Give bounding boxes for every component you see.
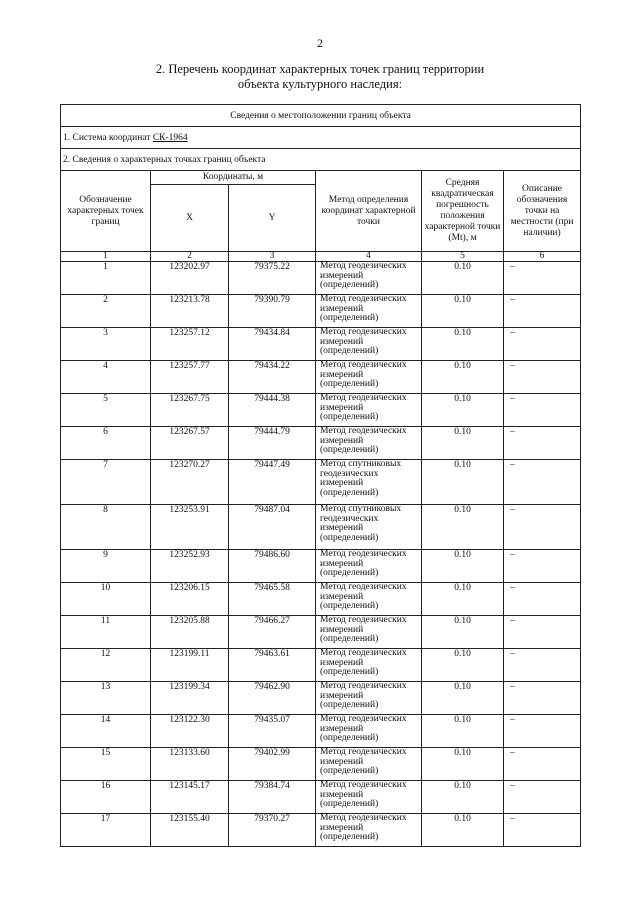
table-row bbox=[61, 715, 581, 748]
coord-system-name: СК-1964 bbox=[152, 132, 188, 143]
table-row bbox=[61, 616, 581, 649]
method: Метод геодезических измерений (определений) bbox=[316, 583, 422, 616]
section-points-heading: 2. Сведения о характерных точках границ объекта bbox=[61, 149, 581, 171]
table-row bbox=[61, 394, 581, 427]
coord-y: 79390.79 bbox=[229, 295, 316, 328]
coord-system-row bbox=[61, 127, 581, 149]
point-description: – bbox=[504, 328, 581, 361]
coord-x: 123199.34 bbox=[151, 682, 229, 715]
table-row bbox=[61, 649, 581, 682]
point-number: 4 bbox=[61, 361, 151, 394]
method: Метод геодезических измерений (определений) bbox=[316, 715, 422, 748]
table-row bbox=[61, 427, 581, 460]
point-number: 10 bbox=[61, 583, 151, 616]
mean-error: 0.10 bbox=[422, 460, 504, 505]
point-number: 2 bbox=[61, 295, 151, 328]
point-number: 17 bbox=[61, 814, 151, 847]
table-row bbox=[61, 328, 581, 361]
table-row bbox=[61, 262, 581, 295]
method: Метод геодезических измерений (определений) bbox=[316, 295, 422, 328]
point-description: – bbox=[504, 505, 581, 550]
table-caption: Сведения о местоположении границ объекта bbox=[61, 105, 581, 127]
coord-x: 123199.11 bbox=[151, 649, 229, 682]
coord-x: 123122.30 bbox=[151, 715, 229, 748]
column-number: 1 bbox=[61, 252, 151, 262]
point-number: 15 bbox=[61, 748, 151, 781]
table-row bbox=[61, 460, 581, 505]
point-number: 12 bbox=[61, 649, 151, 682]
method: Метод геодезических измерений (определений) bbox=[316, 781, 422, 814]
point-number: 3 bbox=[61, 328, 151, 361]
point-description: – bbox=[504, 361, 581, 394]
column-number: 3 bbox=[229, 252, 316, 262]
method: Метод геодезических измерений (определений) bbox=[316, 394, 422, 427]
point-number: 11 bbox=[61, 616, 151, 649]
mean-error: 0.10 bbox=[422, 394, 504, 427]
point-number: 5 bbox=[61, 394, 151, 427]
point-number: 1 bbox=[61, 262, 151, 295]
column-number: 2 bbox=[151, 252, 229, 262]
mean-error: 0.10 bbox=[422, 748, 504, 781]
document-title bbox=[60, 62, 580, 92]
coord-y: 79447.49 bbox=[229, 460, 316, 505]
coord-x: 123145.17 bbox=[151, 781, 229, 814]
column-number: 4 bbox=[316, 252, 422, 262]
point-number: 13 bbox=[61, 682, 151, 715]
method: Метод геодезических измерений (определений) bbox=[316, 262, 422, 295]
mean-error: 0.10 bbox=[422, 505, 504, 550]
mean-error: 0.10 bbox=[422, 781, 504, 814]
mean-error: 0.10 bbox=[422, 361, 504, 394]
mean-error: 0.10 bbox=[422, 814, 504, 847]
header-coordinates: Координаты, м bbox=[151, 171, 316, 185]
mean-error: 0.10 bbox=[422, 715, 504, 748]
method: Метод спутниковых геодезических измерений (определений) bbox=[316, 460, 422, 505]
table-row bbox=[61, 295, 581, 328]
point-number: 16 bbox=[61, 781, 151, 814]
page-number: 2 bbox=[317, 36, 323, 50]
header-method: Метод определения координат характерной точки bbox=[316, 171, 422, 252]
point-number: 8 bbox=[61, 505, 151, 550]
coord-y: 79465.58 bbox=[229, 583, 316, 616]
table-row bbox=[61, 583, 581, 616]
method: Метод геодезических измерений (определений) bbox=[316, 682, 422, 715]
coord-x: 123155.40 bbox=[151, 814, 229, 847]
method: Метод геодезических измерений (определений) bbox=[316, 649, 422, 682]
point-number: 7 bbox=[61, 460, 151, 505]
column-number: 6 bbox=[504, 252, 581, 262]
mean-error: 0.10 bbox=[422, 295, 504, 328]
column-number-row bbox=[61, 252, 581, 262]
point-description: – bbox=[504, 427, 581, 460]
coord-system-label: 1. Система координат bbox=[63, 132, 153, 143]
coord-x: 123267.57 bbox=[151, 427, 229, 460]
mean-error: 0.10 bbox=[422, 649, 504, 682]
header-description: Описание обозначения точки на местности (при наличии) bbox=[504, 171, 581, 252]
coord-x: 123133.60 bbox=[151, 748, 229, 781]
method: Метод геодезических измерений (определений) bbox=[316, 328, 422, 361]
column-number: 5 bbox=[422, 252, 504, 262]
mean-error: 0.10 bbox=[422, 550, 504, 583]
coord-y: 79444.38 bbox=[229, 394, 316, 427]
title-line-1: 2. Перечень координат характерных точек границ территории bbox=[155, 62, 485, 76]
mean-error: 0.10 bbox=[422, 682, 504, 715]
point-description: – bbox=[504, 295, 581, 328]
coord-x: 123202.97 bbox=[151, 262, 229, 295]
coord-y: 79486.60 bbox=[229, 550, 316, 583]
point-description: – bbox=[504, 814, 581, 847]
point-number: 14 bbox=[61, 715, 151, 748]
header-x: X bbox=[151, 185, 229, 252]
header-error: Средняя квадратическая погрешность положения характерной точки (Мt), м bbox=[422, 171, 504, 252]
point-description: – bbox=[504, 550, 581, 583]
coord-x: 123213.78 bbox=[151, 295, 229, 328]
mean-error: 0.10 bbox=[422, 262, 504, 295]
table-row bbox=[61, 682, 581, 715]
table-row bbox=[61, 361, 581, 394]
mean-error: 0.10 bbox=[422, 583, 504, 616]
coord-y: 79384.74 bbox=[229, 781, 316, 814]
coord-x: 123257.77 bbox=[151, 361, 229, 394]
point-number: 9 bbox=[61, 550, 151, 583]
point-description: – bbox=[504, 649, 581, 682]
table-row bbox=[61, 748, 581, 781]
coord-y: 79370.27 bbox=[229, 814, 316, 847]
coord-y: 79487.04 bbox=[229, 505, 316, 550]
coord-x: 123205.88 bbox=[151, 616, 229, 649]
table-row bbox=[61, 550, 581, 583]
point-description: – bbox=[504, 616, 581, 649]
coord-x: 123253.91 bbox=[151, 505, 229, 550]
point-description: – bbox=[504, 460, 581, 505]
method: Метод геодезических измерений (определений) bbox=[316, 748, 422, 781]
point-description: – bbox=[504, 748, 581, 781]
method: Метод геодезических измерений (определений) bbox=[316, 616, 422, 649]
mean-error: 0.10 bbox=[422, 328, 504, 361]
point-description: – bbox=[504, 682, 581, 715]
coord-y: 79435.07 bbox=[229, 715, 316, 748]
point-description: – bbox=[504, 781, 581, 814]
method: Метод геодезических измерений (определений) bbox=[316, 814, 422, 847]
coord-x: 123252.93 bbox=[151, 550, 229, 583]
coord-y: 79434.22 bbox=[229, 361, 316, 394]
coord-y: 79444.79 bbox=[229, 427, 316, 460]
coord-y: 79466.27 bbox=[229, 616, 316, 649]
mean-error: 0.10 bbox=[422, 427, 504, 460]
point-description: – bbox=[504, 394, 581, 427]
table-row bbox=[61, 781, 581, 814]
header-y: Y bbox=[229, 185, 316, 252]
coord-x: 123206.15 bbox=[151, 583, 229, 616]
coord-y: 79375.22 bbox=[229, 262, 316, 295]
coordinates-table bbox=[60, 104, 581, 847]
method: Метод спутниковых геодезических измерений (определений) bbox=[316, 505, 422, 550]
header-designation: Обозначение характерных точек границ bbox=[61, 171, 151, 252]
method: Метод геодезических измерений (определений) bbox=[316, 550, 422, 583]
coord-y: 79402.99 bbox=[229, 748, 316, 781]
title-line-2: объекта культурного наследия: bbox=[237, 77, 403, 91]
coord-x: 123267.75 bbox=[151, 394, 229, 427]
coord-y: 79463.61 bbox=[229, 649, 316, 682]
coord-y: 79434.84 bbox=[229, 328, 316, 361]
point-description: – bbox=[504, 715, 581, 748]
coord-x: 123257.12 bbox=[151, 328, 229, 361]
point-description: – bbox=[504, 262, 581, 295]
table-row bbox=[61, 814, 581, 847]
coord-x: 123270.27 bbox=[151, 460, 229, 505]
point-number: 6 bbox=[61, 427, 151, 460]
point-description: – bbox=[504, 583, 581, 616]
coord-y: 79462.90 bbox=[229, 682, 316, 715]
method: Метод геодезических измерений (определений) bbox=[316, 427, 422, 460]
mean-error: 0.10 bbox=[422, 616, 504, 649]
method: Метод геодезических измерений (определений) bbox=[316, 361, 422, 394]
table-row bbox=[61, 505, 581, 550]
